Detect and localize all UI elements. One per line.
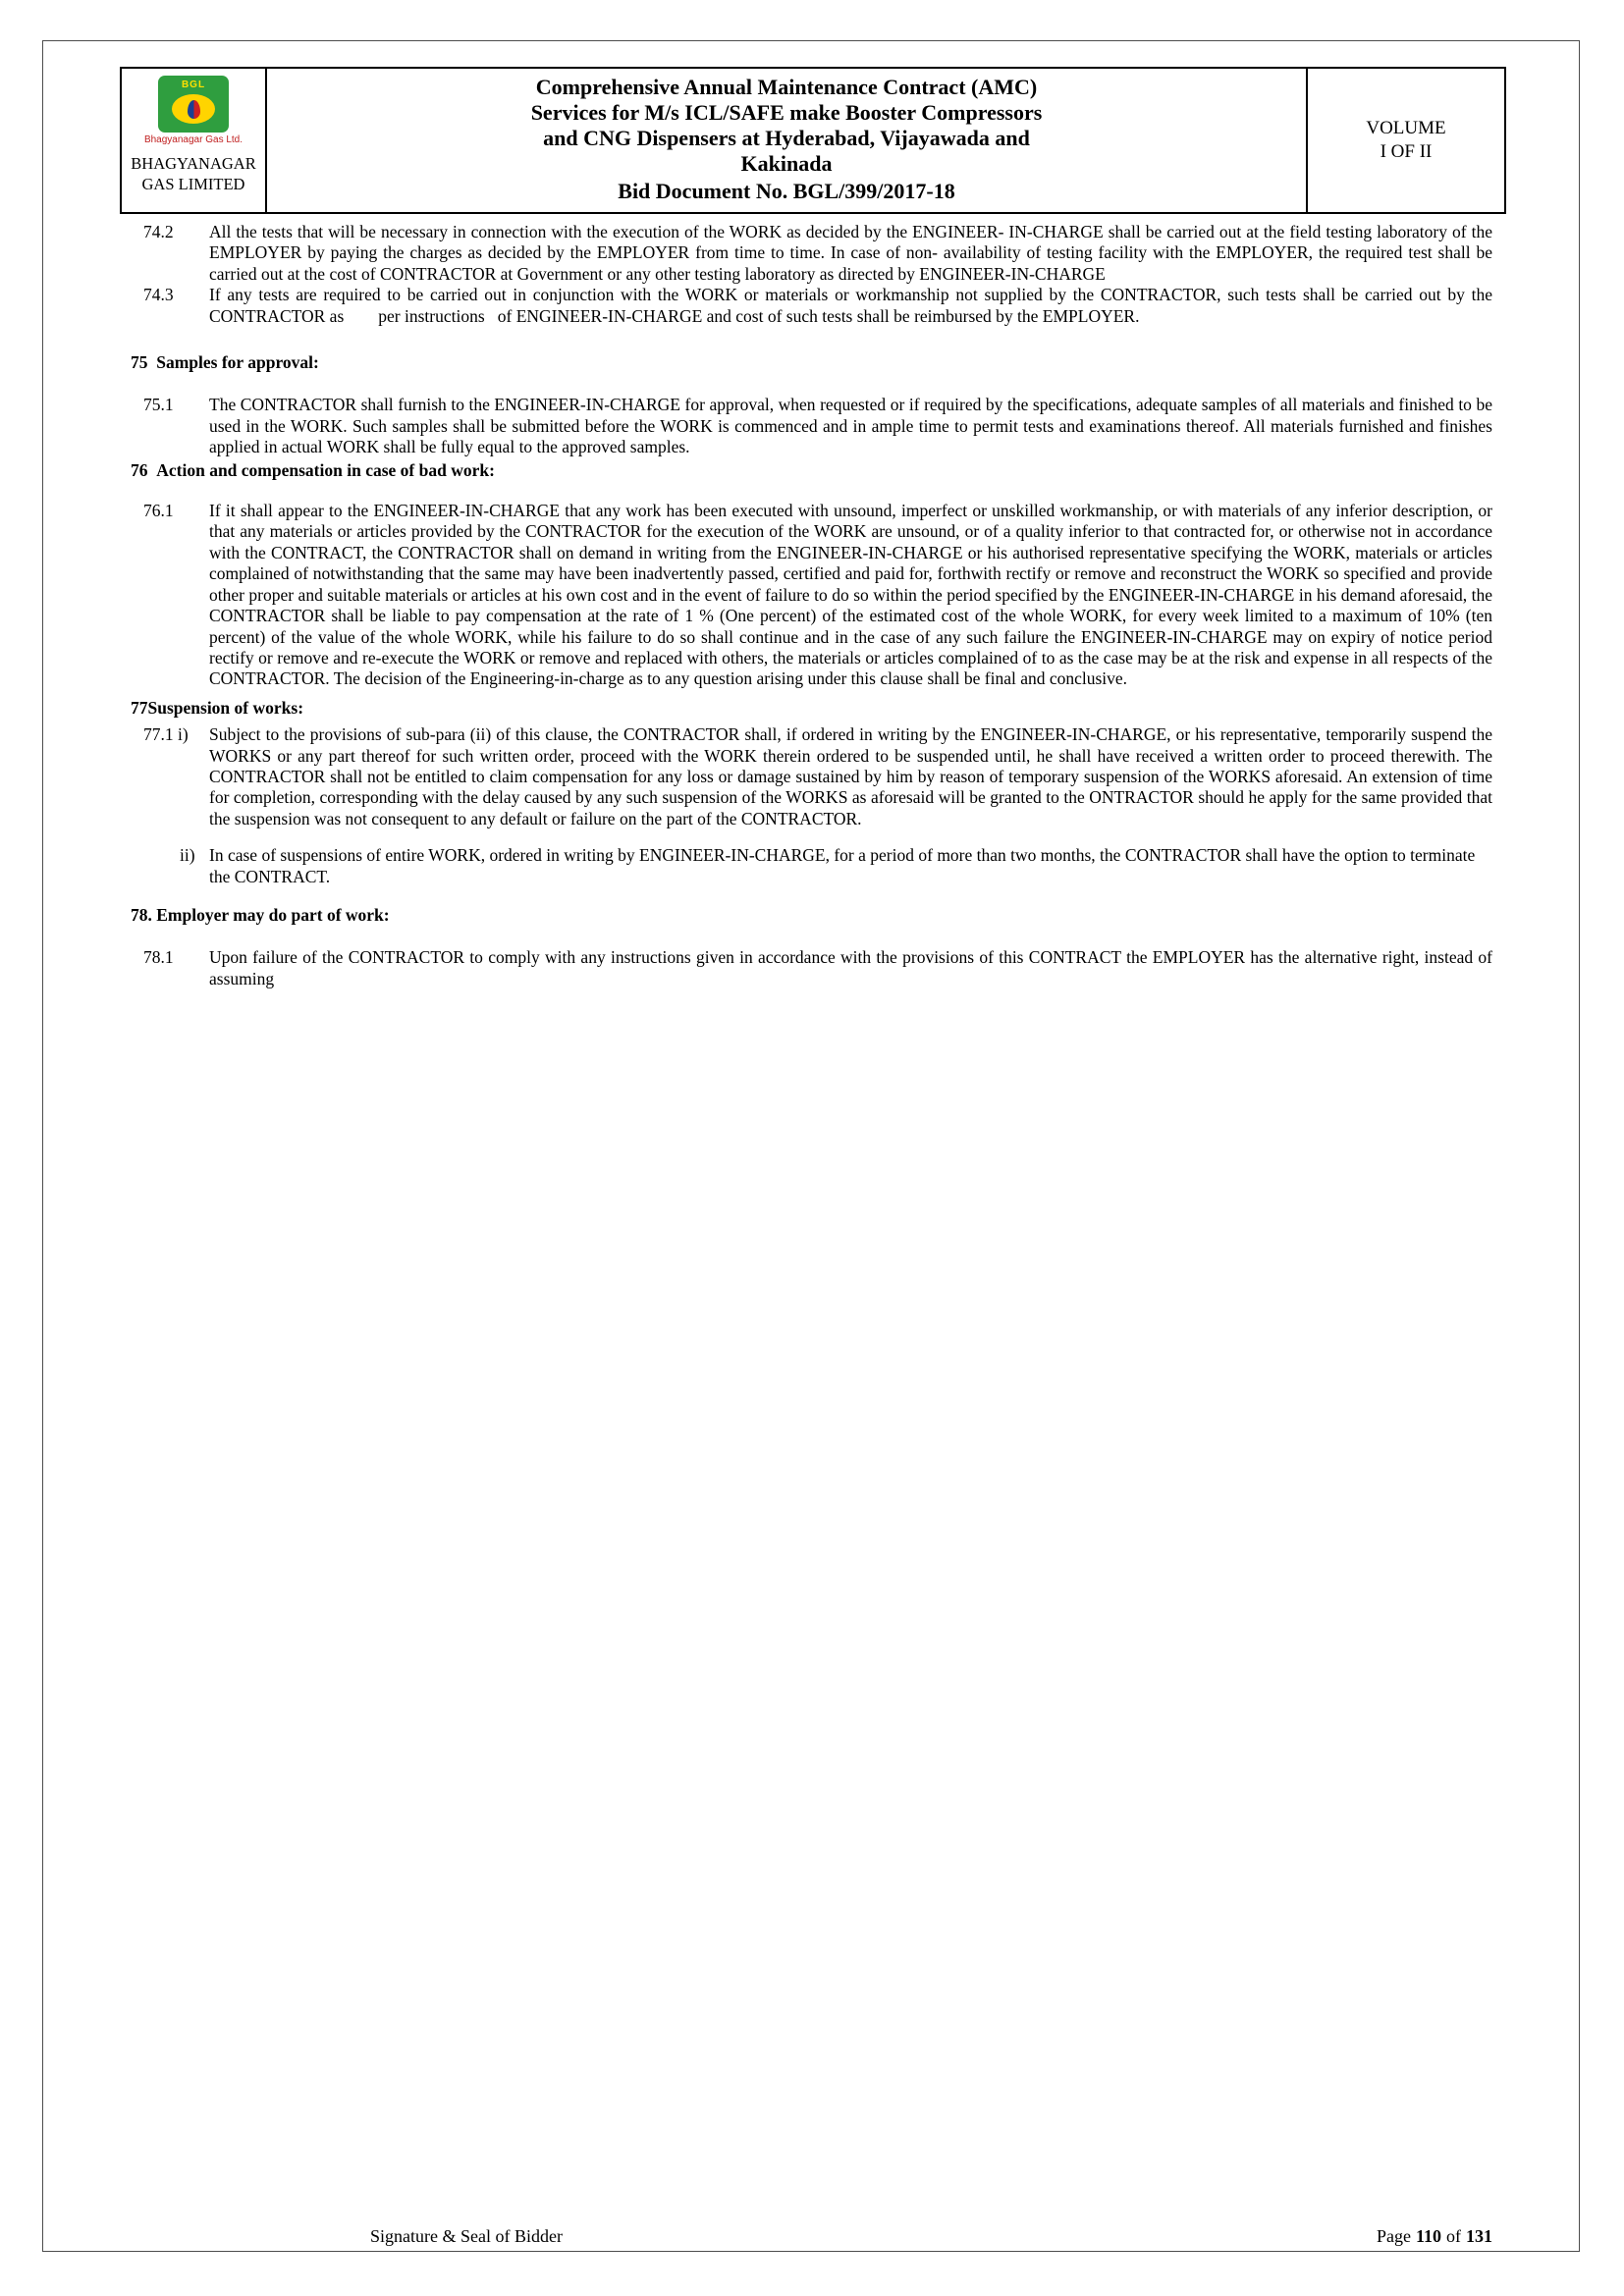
document-title-line2: Services for M/s ICL/SAFE make Booster Compressors (530, 100, 1043, 125)
clause-text: If it shall appear to the ENGINEER-IN-CHARGE that any work has been executed with unsound, imperfect or unskilled workmanship, or with materials of any inferior description, or that any materials or articles provided by the CONTRACTOR for the execution of the WORK are unsound, or of a quality inferior to that contracted for, or otherwise not in accordance with the CONTRACT, the CONTRACTOR shall on demand in writing from the ENGINEER-IN-CHARGE or his authorised representative specifying the WORK, materials or articles complained of notwithstanding that the same may have been inadvertently passed, certified and paid for, forthwith rectify or remove and reconstruct the WORK so specified and provide other proper and suitable materials or articles at his own cost and in the event of failure to do so within the period specified by the ENGINEER-IN-CHARGE in his demand aforesaid, the CONTRACTOR shall be liable to pay compensation at the rate of 1 % (One percent) of the estimated cost of the whole WORK, for every week limited to a maximum of 10% (ten percent) of the value of the whole WORK, while his failure to do so shall continue and in the case of any such failure the ENGINEER-IN-CHARGE may on expiry of notice period rectify or remove and re-execute the WORK or remove and replaced with others, the materials or articles complained of to as the case may be at the risk and expense in all respects of the CONTRACTOR. The decision of the Engineering-in-charge as to any question arising under this clause shall be final and conclusive. (209, 501, 1492, 689)
company-name-line1: BHAGYANAGAR (131, 154, 256, 173)
clause-77-ii (143, 845, 1492, 887)
section-heading-77: 77Suspension of works: (131, 697, 304, 718)
title-cell (267, 69, 1308, 212)
logo-caption: Bhagyanagar Gas Ltd. (143, 134, 244, 145)
bid-document-number: Bid Document No. BGL/399/2017-18 (618, 179, 955, 203)
logo-flame-icon (172, 94, 215, 124)
clause-number: 74.3 (143, 285, 174, 305)
document-title-line4: Kakinada (740, 151, 833, 176)
document-header (120, 67, 1506, 214)
clause-text: The CONTRACTOR shall furnish to the ENGINEER-IN-CHARGE for approval, when requested or if required by the specifications, adequate samples of all materials and finished to be used in the WORK. Such samples shall be submitted before the WORK is commenced and in ample time to permit tests and examinations thereof. All materials furnished and finishes applied in actual WORK shall be fully equal to the approved samples. (209, 395, 1492, 457)
clause-text: All the tests that will be necessary in connection with the execution of the WORK as decided by the ENGINEER- IN-CHARGE shall be carried out at the field testing laboratory of the EMPLOYER by paying the charges as decided by the EMPLOYER from time to time. In case of non- availability of testing facility with the EMPLOYER, the required test shall be carried out at the cost of CONTRACTOR at Government or any other testing laboratory as directed by ENGINEER-IN-CHARGE (209, 222, 1492, 284)
clause-77-1-i (143, 724, 1492, 829)
clause-78-1 (143, 947, 1492, 989)
document-title-line1: Comprehensive Annual Maintenance Contract (AMC) (535, 75, 1038, 99)
company-name (131, 153, 255, 194)
document-body (131, 222, 1492, 989)
volume-line1: VOLUME (1366, 118, 1446, 138)
clause-number: 77.1 i) (143, 724, 189, 745)
company-name-line2: GAS LIMITED (141, 175, 245, 193)
volume-cell (1308, 69, 1504, 212)
clause-text: Subject to the provisions of sub-para (ii) of this clause, the CONTRACTOR shall, if ordered in writing by the ENGINEER-IN-CHARGE, or his representative, temporarily suspend the WORKS or any part thereof for such written order, proceed with the WORK therein ordered to be suspended until, he shall have received a written order to proceed therewith. The CONTRACTOR shall not be entitled to claim compensation for any loss or damage sustained by him by reason of temporary suspension of the WORKS aforesaid. An extension of time for completion, corresponding with the delay caused by any such suspension of the WORKS as aforesaid will be granted to the ONTRACTOR should he apply for the same provided that the suspension was not consequent to any default or failure on the part of the CONTRACTOR. (209, 724, 1492, 828)
section-heading-78: 78. Employer may do part of work: (131, 904, 390, 925)
clause-number: 75.1 (143, 395, 174, 415)
signature-seal-label: Signature & Seal of Bidder (370, 2226, 563, 2246)
page-label: Page (1376, 2226, 1411, 2246)
clause-text: Upon failure of the CONTRACTOR to comply with any instructions given in accordance with the provisions of this CONTRACT the EMPLOYER has the alternative right, instead of assuming (209, 947, 1492, 988)
page-of-label: of (1446, 2226, 1461, 2246)
document-title-line3: and CNG Dispensers at Hyderabad, Vijayawada and (543, 126, 1030, 150)
bgl-logo-icon (158, 76, 229, 133)
clause-76-1 (143, 501, 1492, 690)
clause-text: In case of suspensions of entire WORK, ordered in writing by ENGINEER-IN-CHARGE, for a period of more than two months, the CONTRACTOR shall have the option to terminate the CONTRACT. (209, 845, 1476, 886)
clause-number: ii) (180, 845, 195, 866)
page-number (1377, 2226, 1492, 2247)
clause-number: 76.1 (143, 501, 174, 521)
section-heading-76: 76 Action and compensation in case of bad work: (131, 459, 495, 480)
clause-74-2 (143, 222, 1492, 285)
page-current: 110 (1415, 2226, 1441, 2246)
logo-cell (122, 69, 267, 212)
section-heading-75: 75 Samples for approval: (131, 352, 319, 373)
flame-drop-icon (188, 100, 200, 119)
volume-line2: I OF II (1380, 141, 1433, 162)
clause-text: If any tests are required to be carried out in conjunction with the WORK or materials or workmanship not supplied by the CONTRACTOR, such tests shall be carried out by the CONTRACTOR as per instructions of ENGINEER-IN-CHARGE and cost of such tests shall be reimbursed by the EMPLOYER. (209, 285, 1492, 326)
clause-75-1 (143, 395, 1492, 457)
clause-number: 78.1 (143, 947, 174, 968)
clause-74-3 (143, 285, 1492, 327)
clause-number: 74.2 (143, 222, 174, 241)
page-footer (120, 2226, 1492, 2247)
page-total: 131 (1466, 2226, 1492, 2246)
logo-text: BGL (181, 80, 206, 90)
